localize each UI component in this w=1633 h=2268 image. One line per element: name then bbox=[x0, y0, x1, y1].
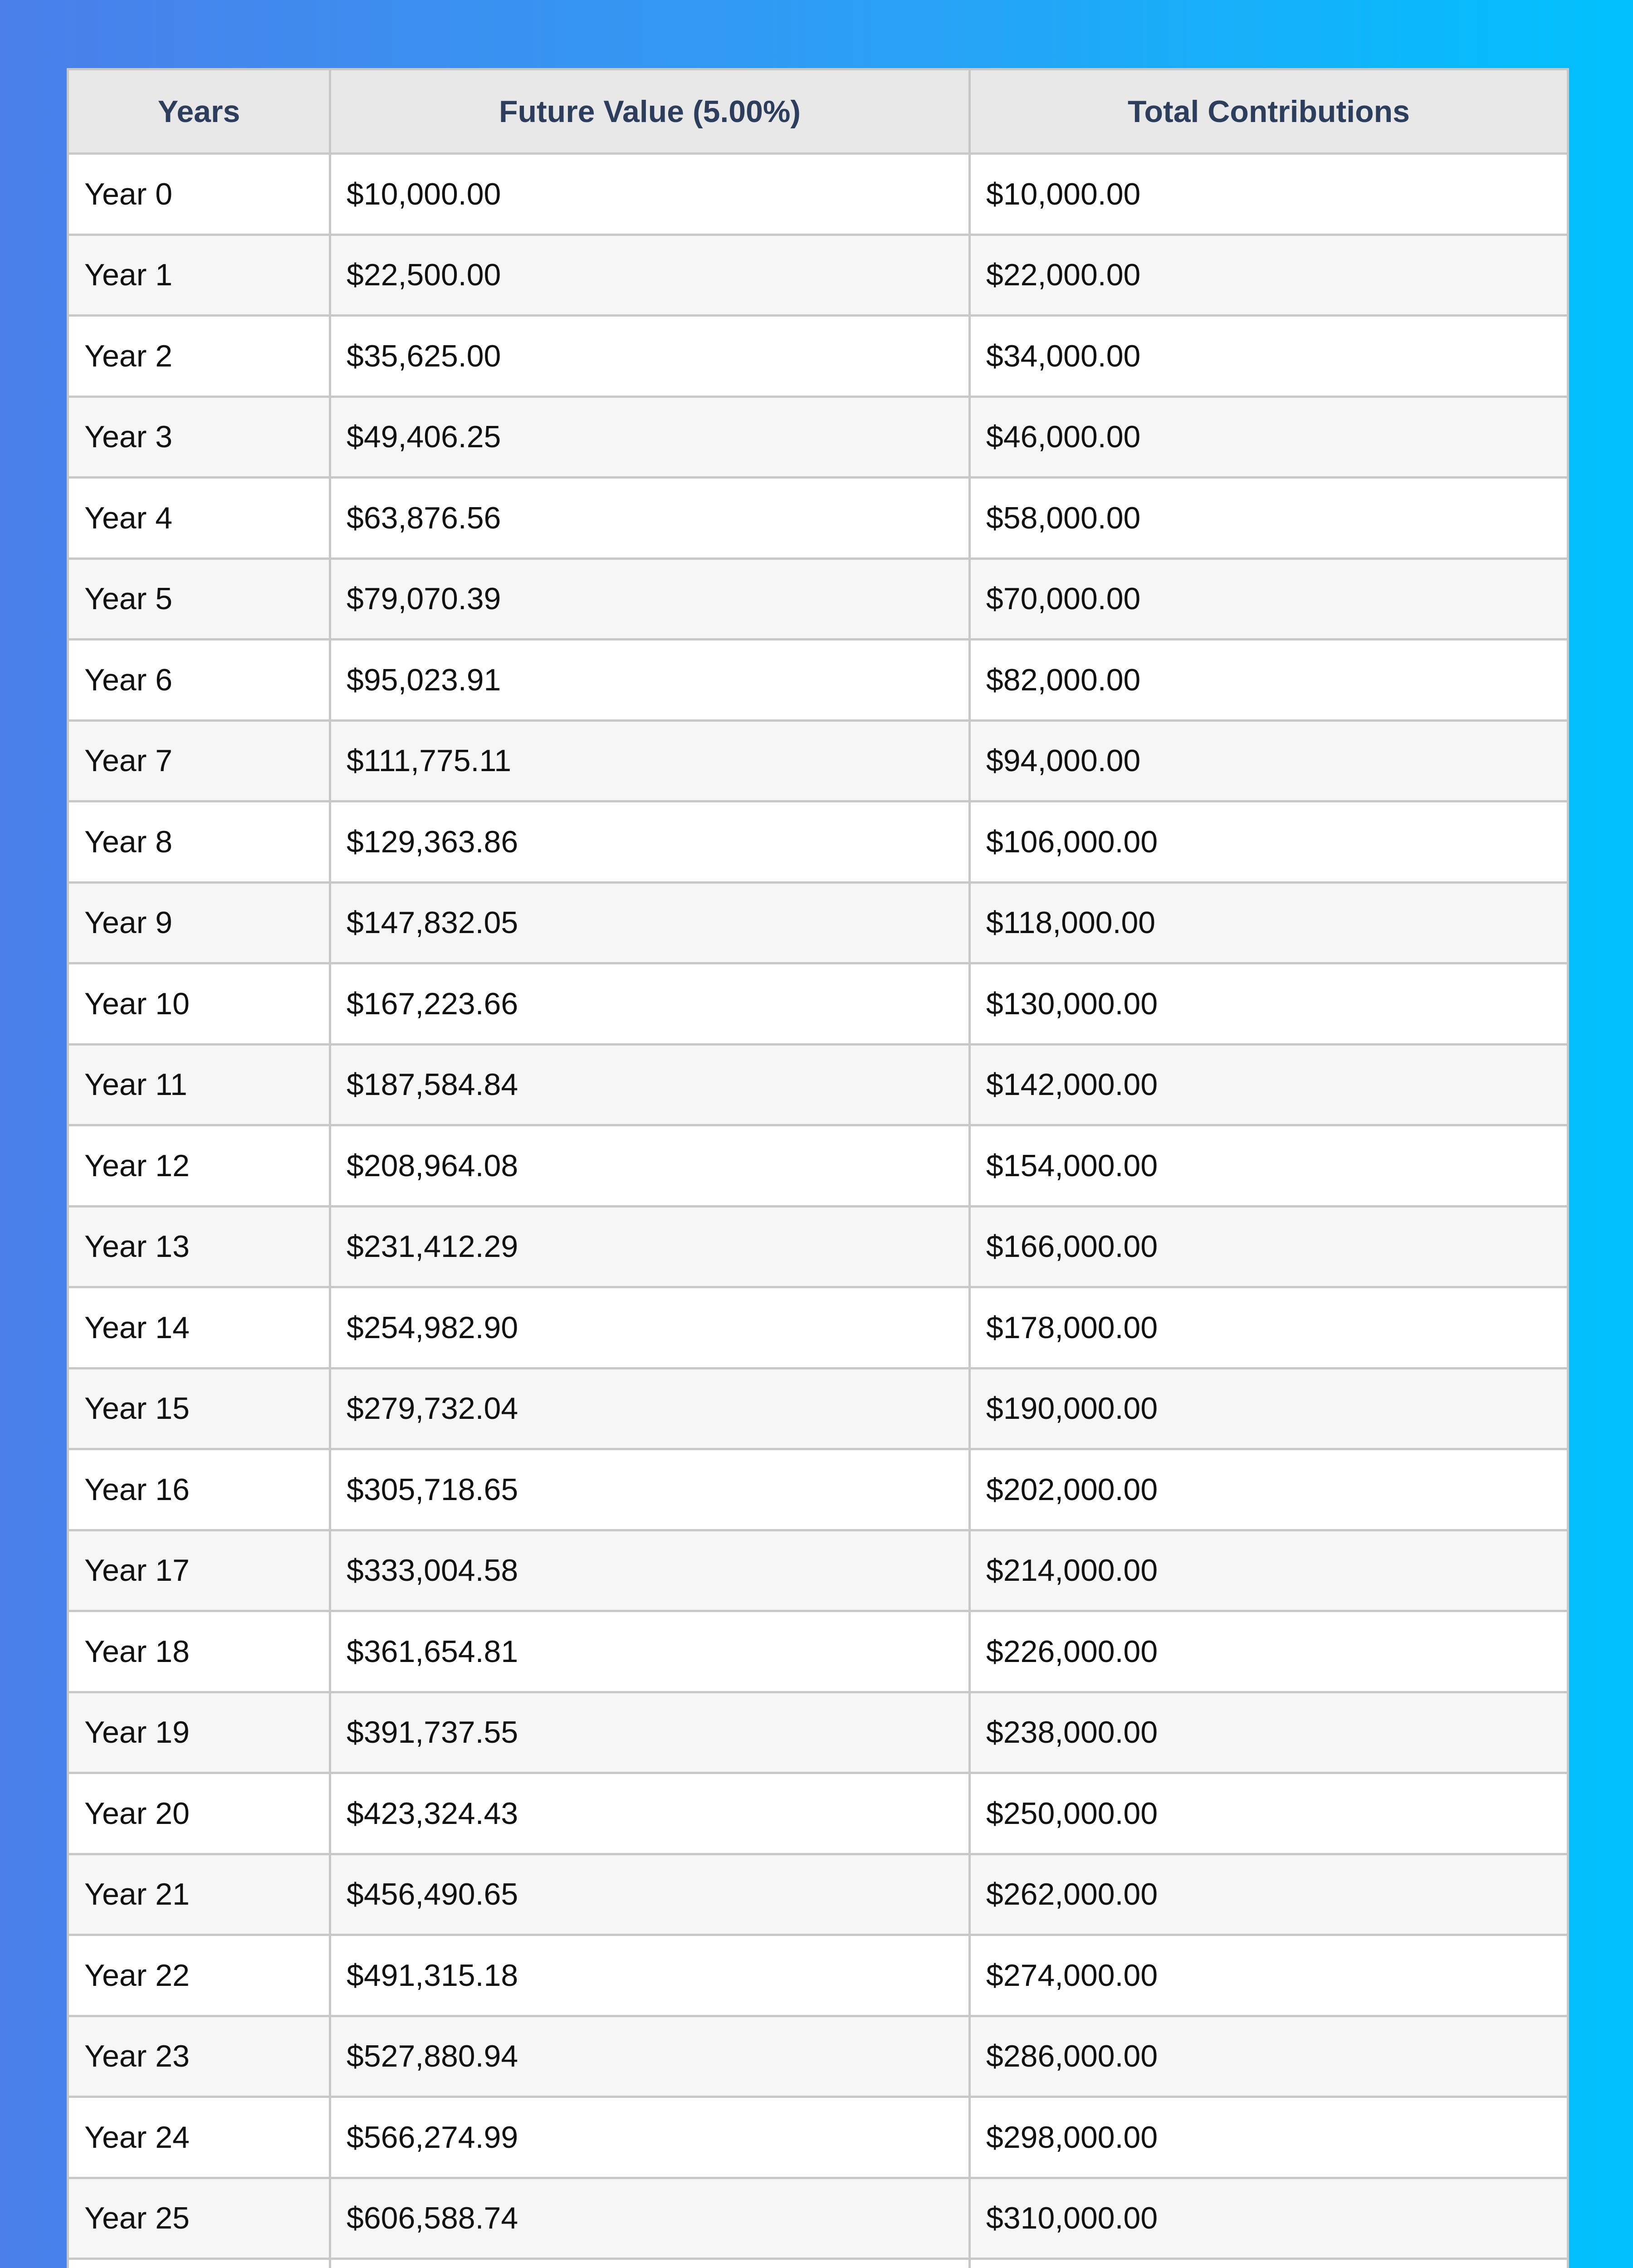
cell-total-contributions: $190,000.00 bbox=[970, 1368, 1568, 1449]
cell-total-contributions: $154,000.00 bbox=[970, 1125, 1568, 1207]
cell-total-contributions: $178,000.00 bbox=[970, 1287, 1568, 1369]
cell-future-value: $527,880.94 bbox=[330, 2016, 970, 2097]
table-row bbox=[68, 2259, 1568, 2268]
cell-future-value: $10,000.00 bbox=[330, 154, 970, 235]
cell-total-contributions: $70,000.00 bbox=[970, 558, 1568, 640]
cell-future-value: $333,004.58 bbox=[330, 1530, 970, 1611]
table-row bbox=[68, 1125, 1568, 1207]
cell-total-contributions: $226,000.00 bbox=[970, 1611, 1568, 1692]
cell-year: Year 20 bbox=[68, 1773, 330, 1854]
table-row bbox=[68, 1773, 1568, 1854]
cell-total-contributions: $82,000.00 bbox=[970, 640, 1568, 721]
column-header-total-contributions: Total Contributions bbox=[970, 69, 1568, 154]
cell-total-contributions: $58,000.00 bbox=[970, 478, 1568, 559]
cell-year: Year 2 bbox=[68, 316, 330, 397]
cell-total-contributions bbox=[970, 2259, 1568, 2268]
cell-year bbox=[68, 2259, 330, 2268]
cell-year: Year 9 bbox=[68, 882, 330, 963]
table-row bbox=[68, 1044, 1568, 1125]
cell-future-value: $63,876.56 bbox=[330, 478, 970, 559]
cell-total-contributions: $34,000.00 bbox=[970, 316, 1568, 397]
table-row bbox=[68, 802, 1568, 883]
table-row bbox=[68, 558, 1568, 640]
cell-year: Year 12 bbox=[68, 1125, 330, 1207]
table-body bbox=[68, 154, 1568, 2268]
cell-total-contributions: $118,000.00 bbox=[970, 882, 1568, 963]
table-row bbox=[68, 478, 1568, 559]
column-header-future-value: Future Value (5.00%) bbox=[330, 69, 970, 154]
table-row bbox=[68, 1530, 1568, 1611]
cell-year: Year 18 bbox=[68, 1611, 330, 1692]
cell-future-value: $279,732.04 bbox=[330, 1368, 970, 1449]
cell-total-contributions: $250,000.00 bbox=[970, 1773, 1568, 1854]
cell-year: Year 1 bbox=[68, 235, 330, 316]
cell-year: Year 15 bbox=[68, 1368, 330, 1449]
table-row bbox=[68, 720, 1568, 802]
cell-year: Year 22 bbox=[68, 1935, 330, 2016]
table-row bbox=[68, 2016, 1568, 2097]
cell-year: Year 23 bbox=[68, 2016, 330, 2097]
cell-total-contributions: $262,000.00 bbox=[970, 1854, 1568, 1935]
cell-future-value: $231,412.29 bbox=[330, 1206, 970, 1287]
cell-future-value: $566,274.99 bbox=[330, 2097, 970, 2178]
cell-future-value: $606,588.74 bbox=[330, 2178, 970, 2259]
table-row bbox=[68, 882, 1568, 963]
cell-future-value: $456,490.65 bbox=[330, 1854, 970, 1935]
cell-total-contributions: $274,000.00 bbox=[970, 1935, 1568, 2016]
cell-future-value: $361,654.81 bbox=[330, 1611, 970, 1692]
cell-year: Year 16 bbox=[68, 1449, 330, 1530]
column-header-years: Years bbox=[68, 69, 330, 154]
cell-total-contributions: $298,000.00 bbox=[970, 2097, 1568, 2178]
cell-year: Year 21 bbox=[68, 1854, 330, 1935]
cell-year: Year 8 bbox=[68, 802, 330, 883]
cell-total-contributions: $166,000.00 bbox=[970, 1206, 1568, 1287]
cell-future-value: $147,832.05 bbox=[330, 882, 970, 963]
cell-future-value: $167,223.66 bbox=[330, 963, 970, 1045]
cell-future-value: $305,718.65 bbox=[330, 1449, 970, 1530]
investment-table-container bbox=[67, 68, 1567, 2268]
cell-future-value: $129,363.86 bbox=[330, 802, 970, 883]
cell-year: Year 10 bbox=[68, 963, 330, 1045]
table-row bbox=[68, 396, 1568, 478]
cell-year: Year 7 bbox=[68, 720, 330, 802]
cell-future-value: $111,775.11 bbox=[330, 720, 970, 802]
cell-total-contributions: $142,000.00 bbox=[970, 1044, 1568, 1125]
table-row bbox=[68, 1287, 1568, 1369]
table-row bbox=[68, 2097, 1568, 2178]
cell-total-contributions: $10,000.00 bbox=[970, 154, 1568, 235]
cell-year: Year 11 bbox=[68, 1044, 330, 1125]
cell-total-contributions: $202,000.00 bbox=[970, 1449, 1568, 1530]
cell-year: Year 17 bbox=[68, 1530, 330, 1611]
table-row bbox=[68, 1611, 1568, 1692]
cell-total-contributions: $22,000.00 bbox=[970, 235, 1568, 316]
table-row bbox=[68, 1206, 1568, 1287]
cell-total-contributions: $106,000.00 bbox=[970, 802, 1568, 883]
cell-total-contributions: $46,000.00 bbox=[970, 396, 1568, 478]
cell-year: Year 14 bbox=[68, 1287, 330, 1369]
cell-future-value: $391,737.55 bbox=[330, 1692, 970, 1773]
cell-total-contributions: $310,000.00 bbox=[970, 2178, 1568, 2259]
table-row bbox=[68, 1935, 1568, 2016]
table-row bbox=[68, 1449, 1568, 1530]
cell-future-value: $491,315.18 bbox=[330, 1935, 970, 2016]
cell-future-value: $187,584.84 bbox=[330, 1044, 970, 1125]
table-row bbox=[68, 1368, 1568, 1449]
cell-future-value: $95,023.91 bbox=[330, 640, 970, 721]
cell-total-contributions: $130,000.00 bbox=[970, 963, 1568, 1045]
investment-growth-table bbox=[67, 68, 1569, 2268]
cell-future-value bbox=[330, 2259, 970, 2268]
table-row bbox=[68, 316, 1568, 397]
cell-year: Year 19 bbox=[68, 1692, 330, 1773]
table-row bbox=[68, 640, 1568, 721]
cell-total-contributions: $94,000.00 bbox=[970, 720, 1568, 802]
cell-year: Year 3 bbox=[68, 396, 330, 478]
table-row bbox=[68, 2178, 1568, 2259]
cell-year: Year 0 bbox=[68, 154, 330, 235]
cell-year: Year 4 bbox=[68, 478, 330, 559]
cell-total-contributions: $238,000.00 bbox=[970, 1692, 1568, 1773]
cell-future-value: $49,406.25 bbox=[330, 396, 970, 478]
cell-year: Year 24 bbox=[68, 2097, 330, 2178]
cell-future-value: $22,500.00 bbox=[330, 235, 970, 316]
cell-year: Year 13 bbox=[68, 1206, 330, 1287]
table-row bbox=[68, 235, 1568, 316]
cell-future-value: $208,964.08 bbox=[330, 1125, 970, 1207]
table-row bbox=[68, 1854, 1568, 1935]
table-header bbox=[68, 69, 1568, 154]
cell-year: Year 5 bbox=[68, 558, 330, 640]
cell-future-value: $35,625.00 bbox=[330, 316, 970, 397]
cell-future-value: $79,070.39 bbox=[330, 558, 970, 640]
cell-total-contributions: $214,000.00 bbox=[970, 1530, 1568, 1611]
cell-future-value: $423,324.43 bbox=[330, 1773, 970, 1854]
cell-future-value: $254,982.90 bbox=[330, 1287, 970, 1369]
table-row bbox=[68, 1692, 1568, 1773]
cell-year: Year 6 bbox=[68, 640, 330, 721]
header-row bbox=[68, 69, 1568, 154]
cell-year: Year 25 bbox=[68, 2178, 330, 2259]
table-row bbox=[68, 154, 1568, 235]
table-row bbox=[68, 963, 1568, 1045]
cell-total-contributions: $286,000.00 bbox=[970, 2016, 1568, 2097]
